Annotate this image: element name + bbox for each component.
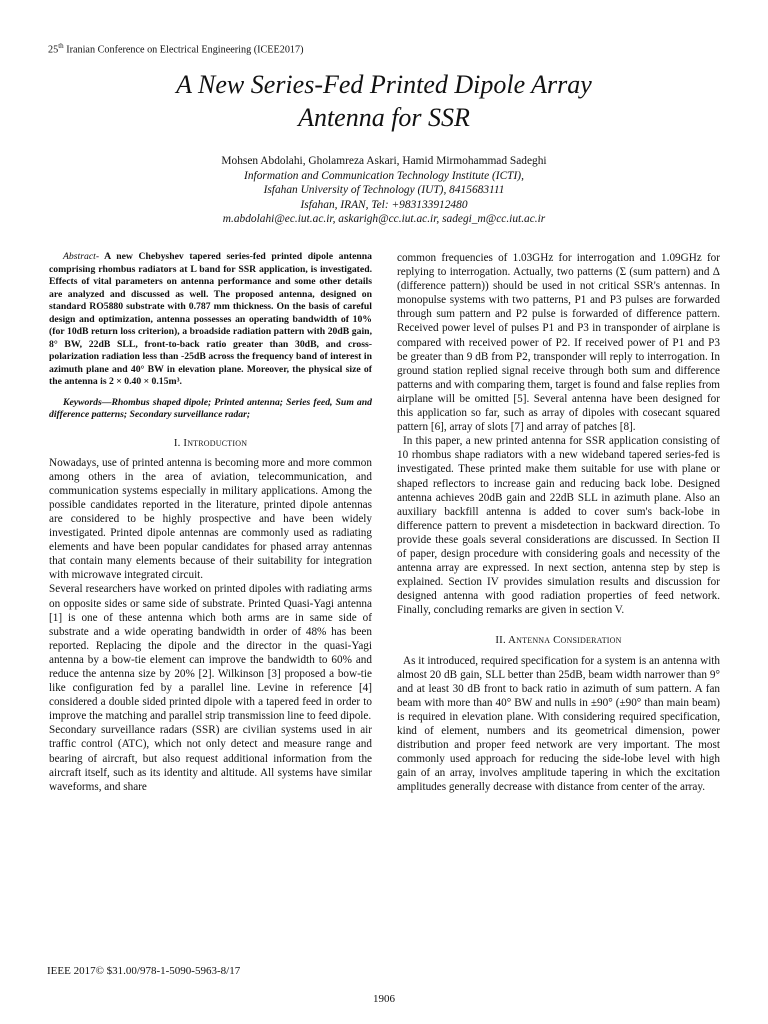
authors: Mohsen Abdolahi, Gholamreza Askari, Hamid Mirmohammad Sadeghi <box>221 155 547 167</box>
paragraph: In this paper, a new printed antenna for SSR application consisting of 10 rhombus shape radiators with a new wideband tapered series-fed is investigated. These printed make them suitable for use with plane or shaped reflectors to increase gain and reducing back lobe. Designed antenna achieves 20dB gain and 22dB SLL in azimuth plane. Also an auxiliary backfill antenna is added to cover sum's back-lobe in difference pattern to prevent a misdetection in backward direction. To provide these goals several considerations are discussed. In Section II of paper, design procedure with considering goals and necessity of the antenna array are expressed. In next section, antenna step by step is explained. Section IV provides simulation results and discussion for designed antenna with good radiation properties of feed network. Finally, concluding remarks are given in section V. <box>397 435 720 617</box>
conference-header: 25th Iranian Conference on Electrical Engineering (ICEE2017) <box>48 42 304 56</box>
paragraph: As it introduced, required specification for a system is an antenna with almost 20 dB gain, SLL better than 25dB, beam width narrower than 9° and at least 30 dB front to back ratio in azimuth of sum pattern. A fan beam with more than 40° BW and nulls in ±90° (±90° than main beam) is required in elevation plane. With considering required specification, kind of element, numbers and its geometrical dimension, power distribution and proper feed network are very important. The most commonly used approach for reducing the side-lobe level with high gain of an array, involves amplitude tapering in which the excitation amplitudes generally decrease with distance from center of the array. <box>397 654 720 794</box>
title-line-2: Antenna for SSR <box>298 103 470 132</box>
right-column <box>397 251 720 794</box>
email-line: m.abdolahi@ec.iut.ac.ir, askarigh@cc.iut.ac.ir, sadegi_m@cc.iut.ac.ir <box>222 212 546 225</box>
paragraph: Nowadays, use of printed antenna is becoming more and more common among others in the area of aviation, telecommunication, and communication systems especially in military applications. Among the possible candidates reported in the literature, printed dipole antennas are considered to be highly prospective and have been widely investigated. Printed dipole antennas are commonly used as radiating elements and have been popular candidates for phased array antennas that contain many elements because of their suitability for integration with microwave integrated circuit. <box>49 456 372 582</box>
paragraph: Several researchers have worked on printed dipoles with radiating arms on opposite sides or same side of substrate. Printed Quasi-Yagi antenna [1] is one of these antenna which both arms are in same side of substrate and a wide operating bandwidth in order of 48% has been reported. Replacing the dipole and the director in the quasi-Yagi antenna by a bow-tie element can improve the bandwidth to 60% and reduce the antenna size by 20% [2]. Wilkinson [3] proposed a bow-tie like configuration fed by a parallel line. Levine in reference [4] considered a double sided printed dipole with a tapered feed in order to improve the matching and parallel strip transmission line to feed dipole. <box>49 583 372 723</box>
section-heading-introduction: I. Introduction <box>173 436 248 449</box>
title-line-1: A New Series-Fed Printed Dipole Array <box>176 70 592 99</box>
page-number: 1906 <box>373 993 395 1005</box>
keywords: Keywords—Rhombus shaped dipole; Printed antenna; Series feed, Sum and difference patterns; Secondary surveillance radar; <box>49 396 372 420</box>
affiliation <box>60 169 708 226</box>
copyright-footer: IEEE 2017© $31.00/978-1-5090-5963-8/17 <box>47 965 241 977</box>
paper-title <box>60 68 708 134</box>
affiliation-line: Isfahan, IRAN, Tel: +983133912480 <box>300 198 468 211</box>
affiliation-line: Information and Communication Technology Institute (ICTI), <box>244 170 524 182</box>
affiliation-line: Isfahan University of Technology (IUT), 8415683111 <box>263 184 505 197</box>
abstract: Abstract- A new Chebyshev tapered series-fed printed dipole antenna comprising rhombus radiators at L band for SSR application, is investigated. Effects of vital parameters on antenna performance and some other details are analyzed and discussed as well. The proposed antenna, designed on standard RO5880 substrate with 0.787 mm thickness. On the basis of careful design and optimization, antenna possesses an operating bandwidth of 10% (for 10dB return loss criterion), a broadside radiation pattern with 20dB gain, 8° BW, 22dB SLL, front-to-back ratio greater than 30dB, and cross-polarization radiation less than -25dB across the frequency band of interest in azimuth plane and 40° BW in elevation plane. Moreover, the physical size of the antenna is 2 × 0.40 × 0.15m³. <box>49 251 372 387</box>
paragraph: Secondary surveillance radars (SSR) are civilian systems used in air traffic control (ATC), which not only detect and measure range and bearing of aircraft, but also request additional information from the aircraft itself, such as its identity and altitude. All systems have similar waveforms, and share <box>49 724 372 793</box>
left-column <box>49 251 372 794</box>
section-heading-antenna-consideration: II. Antenna Consideration <box>495 634 622 647</box>
paragraph: common frequencies of 1.03GHz for interrogation and 1.09GHz for replying to interrogation. Actually, two patterns (Σ (sum pattern) and Δ (difference pattern)) should be used in not critical SSR's antennas. In monopulse systems with two patterns, P1 and P3 pulses are forwarded through sum pattern and P2 pulse is forwarded of difference pattern. Received power level of pulses P1 and P3 in transponder of airplane is compared with received power of P2. If received power of P1 and P3 be greater than 9 dB from P2, transponder will reply to interrogation. In ground station replied signal receive through both sum and difference patterns and with comparing them, target is found and false replies from airplane will be omitted [5]. Several antenna have been designed for this application so far, such as array of dipoles with cosecant squared pattern [6], array of slots [7] and array of patches [8]. <box>397 252 720 434</box>
